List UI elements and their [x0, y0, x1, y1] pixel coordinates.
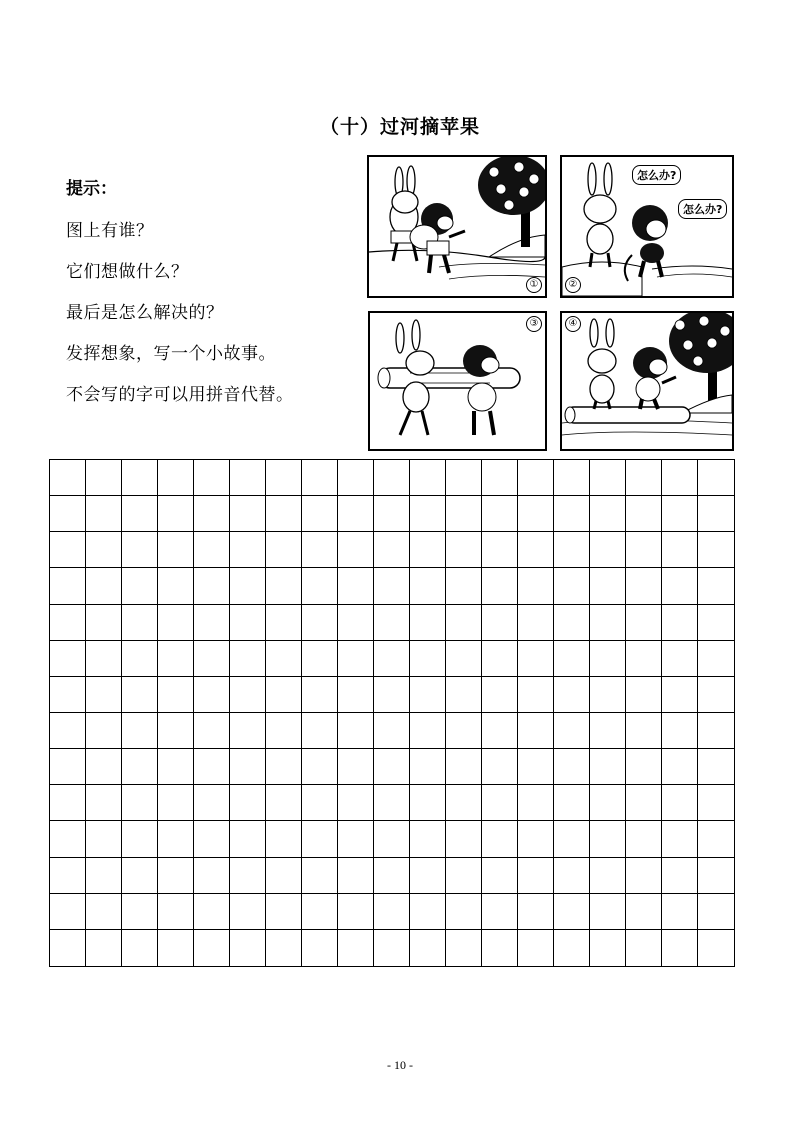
log-bridge — [565, 407, 690, 423]
grid-cell[interactable] — [698, 496, 734, 532]
log-shape — [378, 368, 520, 388]
grid-cell[interactable] — [374, 713, 410, 749]
grid-cell[interactable] — [50, 641, 86, 677]
grid-cell[interactable] — [374, 460, 410, 496]
grid-cell[interactable] — [86, 568, 122, 604]
grid-cell[interactable] — [590, 605, 626, 641]
grid-cell[interactable] — [302, 532, 338, 568]
grid-cell[interactable] — [194, 460, 230, 496]
grid-cell[interactable] — [230, 821, 266, 857]
grid-cell[interactable] — [554, 749, 590, 785]
grid-cell[interactable] — [158, 568, 194, 604]
grid-cell[interactable] — [266, 568, 302, 604]
grid-cell[interactable] — [230, 858, 266, 894]
grid-cell[interactable] — [266, 749, 302, 785]
grid-cell[interactable] — [518, 605, 554, 641]
grid-cell[interactable] — [266, 894, 302, 930]
grid-cell[interactable] — [482, 894, 518, 930]
grid-cell[interactable] — [590, 858, 626, 894]
grid-cell[interactable] — [626, 641, 662, 677]
grid-cell[interactable] — [626, 894, 662, 930]
grid-cell[interactable] — [122, 568, 158, 604]
grid-cell[interactable] — [446, 821, 482, 857]
grid-cell[interactable] — [590, 568, 626, 604]
grid-cell[interactable] — [86, 858, 122, 894]
grid-cell[interactable] — [266, 641, 302, 677]
grid-cell[interactable] — [158, 677, 194, 713]
speech-bubble-monkey: 怎么办? — [678, 199, 727, 219]
panel-4-number: ④ — [565, 316, 581, 332]
panel-2-number: ② — [565, 277, 581, 293]
grid-cell[interactable] — [230, 605, 266, 641]
grid-cell[interactable] — [230, 749, 266, 785]
grid-cell[interactable] — [50, 894, 86, 930]
panel-4-illustration — [562, 313, 732, 449]
grid-cell[interactable] — [158, 785, 194, 821]
grid-cell[interactable] — [482, 858, 518, 894]
grid-cell[interactable] — [194, 568, 230, 604]
grid-cell[interactable] — [590, 677, 626, 713]
grid-cell[interactable] — [338, 532, 374, 568]
grid-cell[interactable] — [590, 460, 626, 496]
grid-cell[interactable] — [626, 532, 662, 568]
grid-cell[interactable] — [698, 532, 734, 568]
grid-cell[interactable] — [662, 894, 698, 930]
grid-cell[interactable] — [230, 677, 266, 713]
grid-cell[interactable] — [266, 858, 302, 894]
grid-cell[interactable] — [194, 605, 230, 641]
grid-cell[interactable] — [50, 713, 86, 749]
grid-cell[interactable] — [446, 532, 482, 568]
grid-cell[interactable] — [590, 532, 626, 568]
grid-cell[interactable] — [158, 460, 194, 496]
grid-cell[interactable] — [338, 496, 374, 532]
grid-cell[interactable] — [194, 641, 230, 677]
grid-cell[interactable] — [302, 894, 338, 930]
grid-cell[interactable] — [482, 821, 518, 857]
grid-cell[interactable] — [446, 858, 482, 894]
grid-cell[interactable] — [50, 930, 86, 966]
rabbit-figure — [390, 166, 419, 261]
grid-cell[interactable] — [122, 930, 158, 966]
rabbit-figure — [588, 319, 616, 409]
grid-cell[interactable] — [230, 460, 266, 496]
writing-grid[interactable] — [49, 459, 735, 967]
grid-cell[interactable] — [482, 930, 518, 966]
grid-cell[interactable] — [266, 821, 302, 857]
grid-cell[interactable] — [518, 713, 554, 749]
grid-cell[interactable] — [302, 677, 338, 713]
grid-cell[interactable] — [266, 532, 302, 568]
grid-cell[interactable] — [554, 568, 590, 604]
grid-cell[interactable] — [662, 677, 698, 713]
grid-cell[interactable] — [518, 749, 554, 785]
grid-cell[interactable] — [446, 605, 482, 641]
grid-cell[interactable] — [518, 568, 554, 604]
grid-cell[interactable] — [50, 605, 86, 641]
panel-3-illustration — [370, 313, 545, 449]
grid-cell[interactable] — [698, 894, 734, 930]
grid-cell[interactable] — [374, 532, 410, 568]
grid-cell[interactable] — [662, 641, 698, 677]
grid-cell[interactable] — [554, 496, 590, 532]
grid-cell[interactable] — [122, 713, 158, 749]
grid-cell[interactable] — [338, 677, 374, 713]
grid-cell[interactable] — [50, 532, 86, 568]
grid-cell[interactable] — [482, 496, 518, 532]
grid-cell[interactable] — [266, 713, 302, 749]
grid-cell[interactable] — [122, 532, 158, 568]
panel-1-illustration — [369, 157, 545, 296]
grid-cell[interactable] — [590, 785, 626, 821]
monkey-figure — [633, 347, 676, 409]
grid-cell[interactable] — [194, 858, 230, 894]
grid-cell[interactable] — [122, 605, 158, 641]
grid-cell[interactable] — [122, 821, 158, 857]
grid-cell[interactable] — [410, 821, 446, 857]
grid-cell[interactable] — [50, 821, 86, 857]
grid-cell[interactable] — [122, 496, 158, 532]
grid-cell[interactable] — [86, 930, 122, 966]
grid-cell[interactable] — [86, 605, 122, 641]
grid-cell[interactable] — [230, 894, 266, 930]
grid-cell[interactable] — [446, 677, 482, 713]
grid-cell[interactable] — [482, 605, 518, 641]
grid-cell[interactable] — [50, 785, 86, 821]
grid-cell[interactable] — [266, 677, 302, 713]
grid-cell[interactable] — [554, 605, 590, 641]
grid-cell[interactable] — [698, 460, 734, 496]
grid-cell[interactable] — [518, 894, 554, 930]
grid-cell[interactable] — [194, 713, 230, 749]
grid-cell[interactable] — [302, 496, 338, 532]
grid-cell[interactable] — [122, 677, 158, 713]
grid-cell[interactable] — [230, 532, 266, 568]
comic-panel-4 — [560, 311, 734, 451]
grid-cell[interactable] — [554, 460, 590, 496]
grid-cell[interactable] — [698, 568, 734, 604]
grid-cell[interactable] — [410, 496, 446, 532]
grid-cell[interactable] — [410, 785, 446, 821]
grid-cell[interactable] — [338, 713, 374, 749]
grid-cell[interactable] — [374, 677, 410, 713]
grid-cell[interactable] — [194, 677, 230, 713]
grid-cell[interactable] — [662, 858, 698, 894]
grid-cell[interactable] — [122, 858, 158, 894]
grid-cell[interactable] — [626, 749, 662, 785]
grid-cell[interactable] — [266, 496, 302, 532]
grid-cell[interactable] — [266, 785, 302, 821]
grid-cell[interactable] — [626, 930, 662, 966]
grid-cell[interactable] — [194, 532, 230, 568]
grid-cell[interactable] — [338, 749, 374, 785]
grid-cell[interactable] — [230, 641, 266, 677]
grid-cell[interactable] — [86, 677, 122, 713]
grid-cell[interactable] — [662, 496, 698, 532]
grid-cell[interactable] — [698, 605, 734, 641]
grid-cell[interactable] — [662, 460, 698, 496]
grid-cell[interactable] — [338, 858, 374, 894]
grid-cell[interactable] — [590, 713, 626, 749]
grid-cell[interactable] — [410, 749, 446, 785]
grid-cell[interactable] — [446, 749, 482, 785]
grid-cell[interactable] — [482, 641, 518, 677]
grid-cell[interactable] — [518, 677, 554, 713]
grid-cell[interactable] — [374, 641, 410, 677]
grid-cell[interactable] — [338, 568, 374, 604]
grid-cell[interactable] — [626, 568, 662, 604]
page-number: - 10 - — [387, 1058, 413, 1072]
grid-cell[interactable] — [266, 930, 302, 966]
grid-cell[interactable] — [482, 785, 518, 821]
grid-cell[interactable] — [194, 785, 230, 821]
grid-cell[interactable] — [302, 568, 338, 604]
grid-cell[interactable] — [662, 568, 698, 604]
grid-cell[interactable] — [86, 460, 122, 496]
grid-cell[interactable] — [122, 749, 158, 785]
grid-cell[interactable] — [482, 713, 518, 749]
grid-cell[interactable] — [698, 641, 734, 677]
grid-cell[interactable] — [158, 532, 194, 568]
grid-cell[interactable] — [158, 930, 194, 966]
grid-cell[interactable] — [374, 749, 410, 785]
grid-cell[interactable] — [302, 749, 338, 785]
grid-cell[interactable] — [554, 930, 590, 966]
grid-cell[interactable] — [626, 605, 662, 641]
grid-cell[interactable] — [158, 749, 194, 785]
grid-cell[interactable] — [374, 894, 410, 930]
grid-cell[interactable] — [518, 821, 554, 857]
grid-cell[interactable] — [554, 641, 590, 677]
hints-section — [66, 178, 294, 425]
grid-cell[interactable] — [410, 532, 446, 568]
grid-cell[interactable] — [302, 460, 338, 496]
grid-cell[interactable] — [518, 930, 554, 966]
grid-cell[interactable] — [518, 858, 554, 894]
grid-cell[interactable] — [266, 605, 302, 641]
grid-cell[interactable] — [590, 930, 626, 966]
grid-cell[interactable] — [626, 821, 662, 857]
grid-cell[interactable] — [266, 460, 302, 496]
grid-cell[interactable] — [410, 713, 446, 749]
grid-cell[interactable] — [698, 930, 734, 966]
grid-cell[interactable] — [86, 532, 122, 568]
rabbit-figure — [584, 163, 616, 267]
grid-cell[interactable] — [410, 605, 446, 641]
grid-cell[interactable] — [374, 821, 410, 857]
comic-panel-2 — [560, 155, 734, 298]
grid-cell[interactable] — [50, 749, 86, 785]
grid-cell[interactable] — [338, 930, 374, 966]
grid-cell[interactable] — [554, 532, 590, 568]
grid-cell[interactable] — [410, 894, 446, 930]
grid-cell[interactable] — [590, 749, 626, 785]
grid-cell[interactable] — [230, 930, 266, 966]
grid-cell[interactable] — [86, 749, 122, 785]
grid-cell[interactable] — [194, 496, 230, 532]
grid-cell[interactable] — [86, 641, 122, 677]
grid-cell[interactable] — [158, 641, 194, 677]
grid-cell[interactable] — [482, 677, 518, 713]
grid-cell[interactable] — [662, 532, 698, 568]
grid-cell[interactable] — [554, 785, 590, 821]
grid-cell[interactable] — [374, 605, 410, 641]
grid-cell[interactable] — [122, 785, 158, 821]
grid-cell[interactable] — [698, 858, 734, 894]
grid-cell[interactable] — [50, 568, 86, 604]
hint-line-3: 最后是怎么解决的？ — [66, 303, 224, 323]
grid-cell[interactable] — [554, 858, 590, 894]
grid-cell[interactable] — [590, 821, 626, 857]
grid-cell[interactable] — [626, 785, 662, 821]
grid-cell[interactable] — [662, 930, 698, 966]
grid-cell[interactable] — [194, 894, 230, 930]
grid-cell[interactable] — [50, 460, 86, 496]
grid-cell[interactable] — [86, 496, 122, 532]
grid-cell[interactable] — [158, 605, 194, 641]
grid-cell[interactable] — [302, 605, 338, 641]
grid-cell[interactable] — [518, 532, 554, 568]
grid-cell[interactable] — [302, 821, 338, 857]
grid-cell[interactable] — [158, 713, 194, 749]
comic-panel-3 — [368, 311, 547, 451]
page-title: （十）过河摘苹果 — [319, 116, 480, 138]
grid-cell[interactable] — [482, 749, 518, 785]
grid-cell[interactable] — [698, 821, 734, 857]
grid-cell[interactable] — [230, 568, 266, 604]
grid-cell[interactable] — [374, 785, 410, 821]
grid-cell[interactable] — [338, 785, 374, 821]
grid-cell[interactable] — [194, 930, 230, 966]
grid-cell[interactable] — [374, 496, 410, 532]
grid-cell[interactable] — [662, 605, 698, 641]
grid-cell[interactable] — [554, 821, 590, 857]
grid-cell[interactable] — [410, 930, 446, 966]
grid-cell[interactable] — [482, 532, 518, 568]
grid-cell[interactable] — [122, 460, 158, 496]
grid-cell[interactable] — [302, 930, 338, 966]
grid-cell[interactable] — [446, 713, 482, 749]
grid-cell[interactable] — [698, 677, 734, 713]
hint-line-1: 图上有谁？ — [66, 221, 154, 241]
grid-cell[interactable] — [626, 677, 662, 713]
hint-line-4: 发挥想象，写一个小故事。 — [66, 344, 276, 364]
grid-cell[interactable] — [410, 858, 446, 894]
grid-cell[interactable] — [554, 677, 590, 713]
grid-cell[interactable] — [338, 605, 374, 641]
grid-cell[interactable] — [518, 460, 554, 496]
grid-cell[interactable] — [158, 894, 194, 930]
panel-3-number: ③ — [526, 316, 542, 332]
grid-cell[interactable] — [446, 894, 482, 930]
grid-cell[interactable] — [626, 713, 662, 749]
grid-cell[interactable] — [410, 568, 446, 604]
grid-cell[interactable] — [662, 821, 698, 857]
grid-cell[interactable] — [482, 460, 518, 496]
grid-cell[interactable] — [626, 496, 662, 532]
grid-cell[interactable] — [338, 894, 374, 930]
comic-panel-1 — [367, 155, 547, 298]
grid-cell[interactable] — [554, 713, 590, 749]
grid-cell[interactable] — [158, 496, 194, 532]
grid-cell[interactable] — [590, 496, 626, 532]
grid-cell[interactable] — [302, 785, 338, 821]
grid-cell[interactable] — [230, 496, 266, 532]
grid-cell[interactable] — [698, 713, 734, 749]
grid-cell[interactable] — [302, 641, 338, 677]
grid-cell[interactable] — [410, 460, 446, 496]
grid-cell[interactable] — [194, 821, 230, 857]
grid-cell[interactable] — [410, 677, 446, 713]
grid-cell[interactable] — [122, 641, 158, 677]
grid-cell[interactable] — [302, 713, 338, 749]
hint-line-2: 它们想做什么？ — [66, 262, 189, 282]
grid-cell[interactable] — [662, 713, 698, 749]
grid-cell[interactable] — [86, 785, 122, 821]
hints-heading: 提示： — [66, 179, 117, 199]
grid-cell[interactable] — [518, 496, 554, 532]
grid-cell[interactable] — [590, 641, 626, 677]
panel-1-number: ① — [526, 277, 542, 293]
grid-cell[interactable] — [446, 496, 482, 532]
grid-cell[interactable] — [446, 460, 482, 496]
grid-cell[interactable] — [518, 785, 554, 821]
grid-cell[interactable] — [374, 858, 410, 894]
grid-cell[interactable] — [50, 858, 86, 894]
monkey-figure — [463, 345, 499, 435]
speech-bubble-rabbit: 怎么办? — [632, 165, 681, 185]
grid-cell[interactable] — [410, 641, 446, 677]
hint-line-5: 不会写的字可以用拼音代替。 — [66, 385, 294, 405]
grid-cell[interactable] — [338, 460, 374, 496]
grid-cell[interactable] — [446, 641, 482, 677]
grid-cell[interactable] — [554, 894, 590, 930]
grid-cell[interactable] — [86, 821, 122, 857]
grid-cell[interactable] — [50, 677, 86, 713]
grid-cell[interactable] — [86, 894, 122, 930]
grid-cell[interactable] — [374, 568, 410, 604]
grid-cell[interactable] — [302, 858, 338, 894]
grid-cell[interactable] — [482, 568, 518, 604]
grid-cell[interactable] — [662, 785, 698, 821]
grid-cell[interactable] — [338, 641, 374, 677]
grid-cell[interactable] — [230, 713, 266, 749]
grid-cell[interactable] — [374, 930, 410, 966]
grid-cell[interactable] — [86, 713, 122, 749]
grid-cell[interactable] — [698, 785, 734, 821]
grid-cell[interactable] — [626, 858, 662, 894]
grid-cell[interactable] — [194, 749, 230, 785]
grid-cell[interactable] — [338, 821, 374, 857]
grid-cell[interactable] — [662, 749, 698, 785]
grid-cell[interactable] — [446, 568, 482, 604]
grid-cell[interactable] — [50, 496, 86, 532]
grid-cell[interactable] — [122, 894, 158, 930]
grid-cell[interactable] — [446, 930, 482, 966]
grid-cell[interactable] — [158, 858, 194, 894]
grid-cell[interactable] — [518, 641, 554, 677]
grid-cell[interactable] — [446, 785, 482, 821]
grid-cell[interactable] — [158, 821, 194, 857]
grid-cell[interactable] — [626, 460, 662, 496]
grid-cell[interactable] — [590, 894, 626, 930]
grid-cell[interactable] — [698, 749, 734, 785]
grid-cell[interactable] — [230, 785, 266, 821]
